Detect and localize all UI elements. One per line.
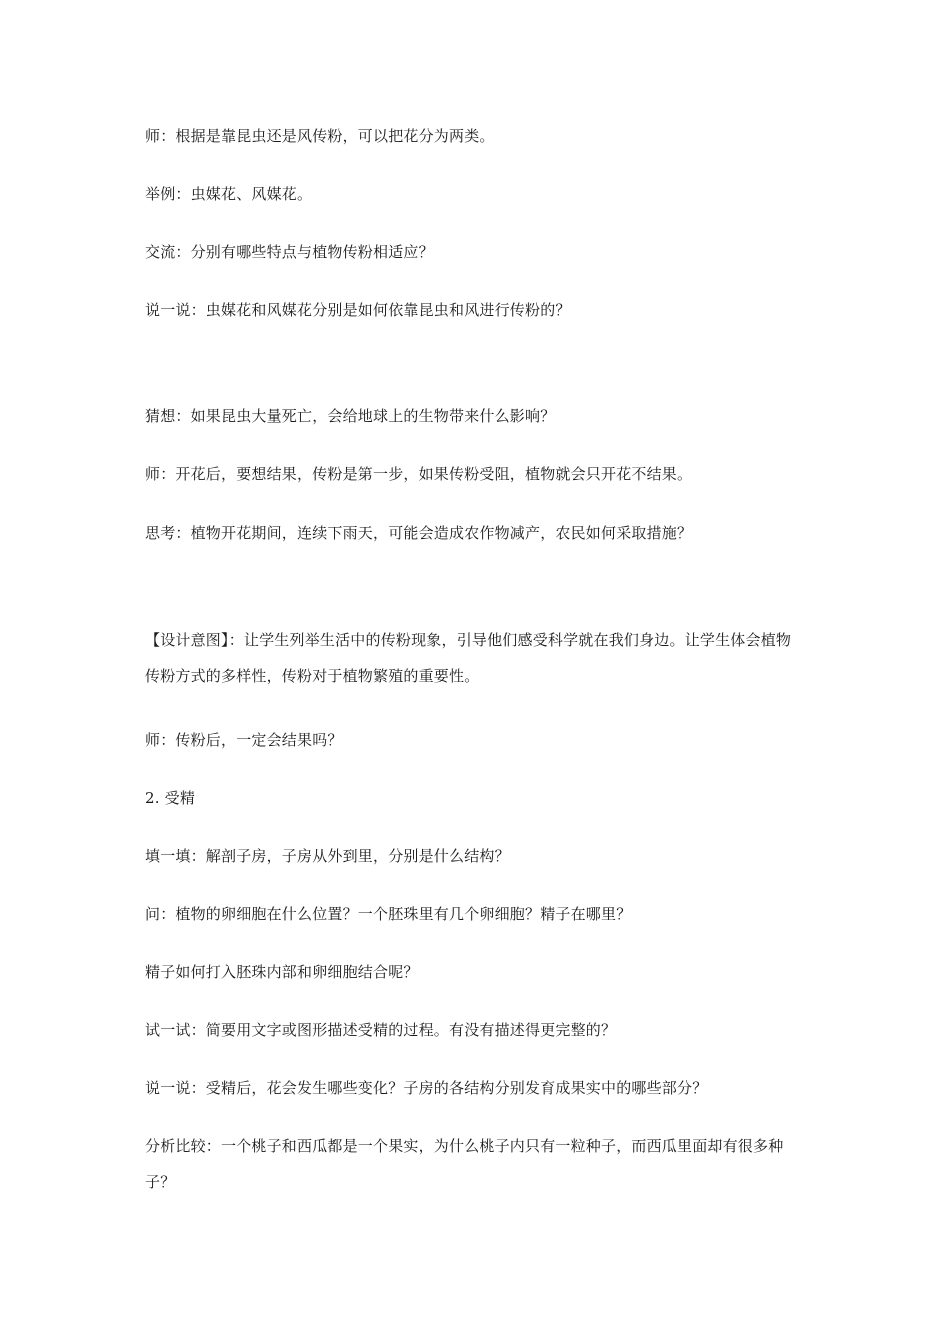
paragraph-ask-egg: 问：植物的卵细胞在什么位置？一个胚珠里有几个卵细胞？精子在哪里？ [145,905,632,923]
paragraph-teacher-classify: 师：根据是靠昆虫还是风传粉，可以把花分为两类。 [145,127,495,145]
paragraph-say-pollination: 说一说：虫媒花和风媒花分别是如何依靠昆虫和风进行传粉的？ [145,301,571,319]
paragraph-sperm: 精子如何打入胚珠内部和卵细胞结合呢？ [145,963,419,981]
paragraph-compare: 分析比较：一个桃子和西瓜都是一个果实，为什么桃子内只有一粒种子，而西瓜里面却有很多种子？ [145,1137,784,1191]
paragraph-think: 思考：植物开花期间，连续下雨天，可能会造成农作物减产，农民如何采取措施？ [145,524,693,542]
paragraph-fill-in: 填一填：解剖子房，子房从外到里，分别是什么结构？ [145,847,510,865]
paragraph-example: 举例：虫媒花、风媒花。 [145,185,313,203]
paragraph-discuss: 交流：分别有哪些特点与植物传粉相适应？ [145,243,434,261]
paragraph-teacher-question: 师：传粉后，一定会结果吗？ [145,731,343,749]
paragraph-try: 试一试：简要用文字或图形描述受精的过程。有没有描述得更完整的？ [145,1021,617,1039]
paragraph-say-changes: 说一说：受精后，花会发生哪些变化？子房的各结构分别发育成果实中的哪些部分？ [145,1079,708,1097]
paragraph-teacher-fruit: 师：开花后，要想结果，传粉是第一步，如果传粉受阻，植物就会只开花不结果。 [145,465,693,483]
section-heading-fertilization: 2. 受精 [145,789,196,807]
paragraph-guess: 猜想：如果昆虫大量死亡，会给地球上的生物带来什么影响？ [145,407,556,425]
paragraph-design-intent: 【设计意图】：让学生列举生活中的传粉现象，引导他们感受科学就在我们身边。让学生体会植物传粉方式的多样性，传粉对于植物繁殖的重要性。 [145,631,792,685]
